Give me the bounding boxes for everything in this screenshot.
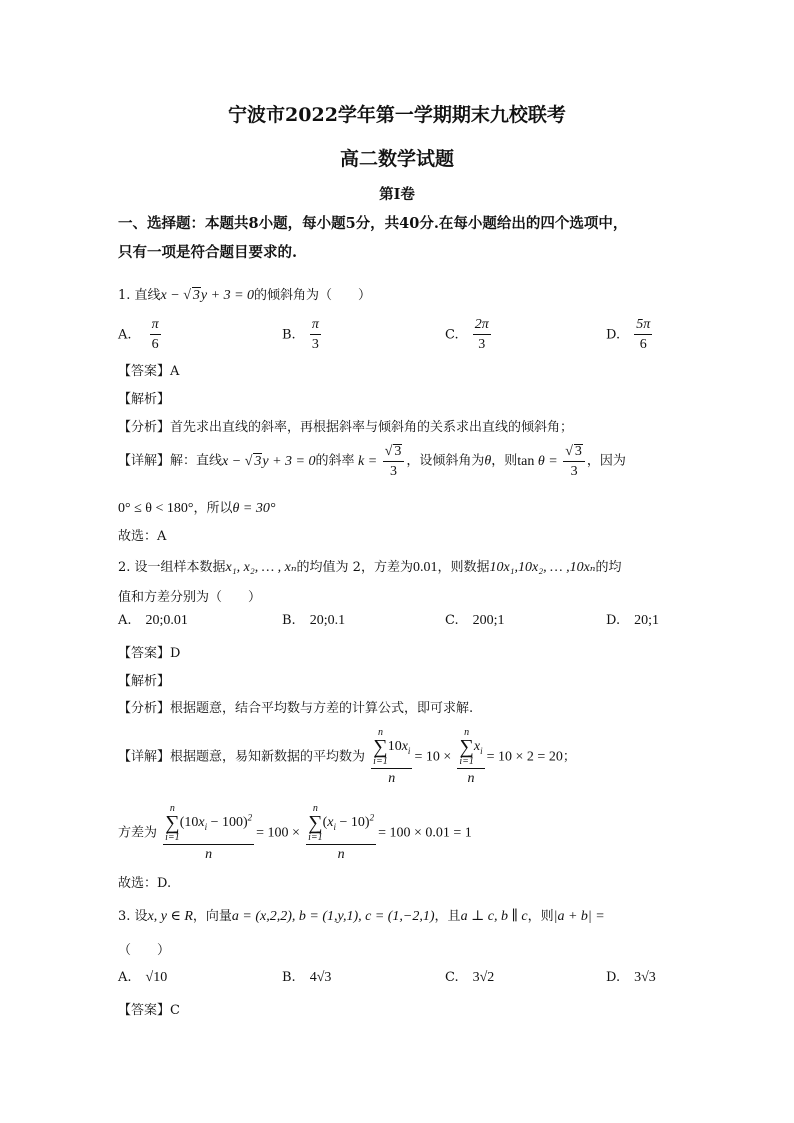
q3-vars: x, y ∈ R (147, 909, 193, 924)
xiangjie-tag: 【详解】 (118, 453, 171, 469)
q1-option-b (282, 318, 323, 352)
answer-value: A (170, 364, 180, 379)
q1-num: 1. 直线 (118, 288, 161, 303)
xiangjie-text: ，设倾斜角为 (406, 453, 485, 469)
option-letter: A. (118, 327, 132, 343)
xiangjie-text: ，因为 (586, 453, 626, 469)
q2-choose: 故选：D. (118, 876, 172, 891)
q3-option-c (445, 970, 494, 986)
q2-analysis-tag: 【解析】 (118, 674, 171, 689)
q2-text: 的均 (595, 560, 622, 575)
q2-xiangjie-mean: 【详解】根据题意，易知新数据的平均数为 n ∑ $i=110x_i$ n = 10 × n ∑ $i=1x_i$ n = 10 × 2 = 20； (118, 727, 576, 786)
option-letter: D. (606, 613, 621, 628)
q1-tail: 的倾斜角为（ ） (254, 288, 372, 303)
fenxi-text: 根据题意，结合平均数与方差的计算公式，即可求解. (170, 701, 474, 716)
option-text: 20;0.01 (145, 613, 188, 628)
frac-num: π (150, 318, 161, 335)
option-text: 20;0.1 (309, 613, 346, 628)
question-3-line1 (118, 905, 605, 925)
mean-fraction-1: n ∑ $i=110x_i$ n (373, 727, 411, 786)
answer-tag: 【答案】 (118, 646, 171, 661)
theta-range: 0° ≤ θ < 180° (118, 501, 194, 516)
q3-text: ，且 (434, 909, 461, 924)
q1-option-c (445, 318, 493, 352)
q3-answer (118, 999, 180, 1018)
xiangjie-text: 解：直线 (170, 453, 223, 469)
question-3-line2: （ ） (118, 943, 171, 958)
answer-tag: 【答案】 (118, 364, 171, 379)
q2-text: ，则数据 (437, 560, 490, 575)
theta: θ (484, 453, 492, 469)
q2-option-c (445, 613, 505, 629)
q1-option-a (118, 318, 163, 352)
section-heading-line1: 一、选择题：本题共8小题，每小题5分，共40分.在每小题给出的四个选项中， (118, 215, 628, 232)
q3-option-b (282, 970, 331, 986)
q1-equation: x − √ 3y + 3 = 0 (160, 288, 255, 303)
frac-den: 3 (478, 337, 486, 352)
q2-variance: 0.01 (412, 560, 438, 575)
section-heading-line2: 只有一项是符合题目要求的. (118, 244, 298, 261)
q3-text: ，向量 (192, 909, 232, 924)
option-letter: C. (445, 970, 459, 985)
option-letter: C. (445, 613, 459, 628)
fenxi-tag: 【分析】 (118, 420, 171, 435)
q1-xiangjie (118, 444, 626, 479)
variance-label: 方差为 (118, 825, 158, 841)
mean-result: = 10 × 2 = 20 (486, 749, 563, 765)
q3-condition: a ⊥ c, b ∥ c (460, 909, 528, 924)
slope-k: k = $\frac{√ 3}{3}$ (355, 454, 407, 469)
variance-result: = 100 × 0.01 = 1 (378, 825, 472, 841)
question-2-line1 (118, 556, 621, 576)
q1-range (118, 497, 275, 517)
q1-analysis-tag: 【解析】 (118, 392, 171, 407)
q2-option-b (282, 613, 345, 629)
exam-subtitle: 高二数学试题 (339, 148, 454, 170)
question-2-line2: 值和方差分别为（ ） (118, 590, 262, 605)
q3-vectors: a = (x,2,2), b = (1,y,1), c = (1,−2,1) (231, 909, 435, 924)
theta-result: θ = 30° (232, 501, 276, 516)
q1-option-d (606, 318, 654, 352)
xiangjie-text: ，则 (491, 453, 518, 469)
option-letter: B. (282, 613, 296, 628)
option-letter: A. (118, 613, 132, 628)
q3-option-d (606, 970, 656, 986)
q1-answer (118, 360, 179, 379)
option-text: 4√3 (309, 970, 332, 985)
fenxi-text: 首先求出直线的斜率，再根据斜率与倾斜角的关系求出直线的倾斜角； (170, 420, 574, 435)
q3-option-a (118, 970, 167, 986)
frac-den: 6 (639, 337, 647, 352)
q3-ask: |a + b| = (553, 909, 605, 924)
frac-num: 5π (634, 318, 652, 335)
option-letter: D. (606, 327, 621, 343)
tan-theta: tan θ = $\frac{√ 3}{3}$ (517, 454, 587, 469)
option-text: 20;1 (634, 613, 659, 628)
xiangjie-text: 的斜率 (315, 453, 355, 469)
option-letter: B. (282, 970, 296, 985)
exam-title: 宁波市2022学年第一学期期末九校联考 (228, 104, 566, 126)
mean-fraction-2: n ∑ $i=1x_i$ n (459, 727, 483, 786)
option-text: 3√2 (472, 970, 495, 985)
q2-data: x₁, x₂, … , xₙ (225, 560, 297, 575)
answer-value: C (170, 1003, 180, 1018)
variance-fraction-2: n ∑ $i=1(x_i - 10)^2$ n (308, 803, 375, 862)
frac-num: π (310, 318, 321, 335)
option-text: √10 (145, 970, 168, 985)
q3-text: ，则 (527, 909, 554, 924)
q2-fenxi (118, 697, 473, 716)
option-text: 3√3 (634, 970, 656, 985)
q2-text: 的均值为 2，方差为 (296, 560, 413, 575)
q2-option-a (118, 613, 188, 629)
answer-value: D (170, 646, 181, 661)
frac-den: 3 (311, 337, 319, 352)
q2-text: 2. 设一组样本数据 (118, 560, 226, 575)
xiangjie-tag: 【详解】 (118, 749, 171, 765)
frac-den: 6 (151, 337, 159, 352)
xiangjie-text: 根据题意，易知新数据的平均数为 (170, 749, 366, 765)
q2-data2: 10x₁,10x₂, … ,10xₙ (489, 560, 596, 575)
volume-label: 第I卷 (379, 186, 415, 203)
frac-num: 2π (473, 318, 491, 335)
q1-eq-inline: x − √ 3y + 3 = 0 (222, 453, 316, 469)
option-letter: B. (282, 327, 296, 343)
q2-variance-line: 方差为 n ∑ $i=1(10x_i - 100)^2$ n = 100 × n ∑ $i=1(x_i - 10)^2$ n = 100 × 0.01 = 1 (118, 803, 472, 862)
answer-tag: 【答案】 (118, 1003, 171, 1018)
option-letter: C. (445, 327, 459, 343)
option-letter: D. (606, 970, 621, 985)
option-letter: A. (118, 970, 132, 985)
fenxi-tag: 【分析】 (118, 701, 171, 716)
option-text: 200;1 (472, 613, 505, 628)
q1-choose: 故选：A (118, 529, 167, 544)
xiangjie-text: ，所以 (193, 501, 233, 516)
variance-fraction-1: n ∑ $i=1(10x_i - 100)^2$ n (165, 803, 253, 862)
question-1 (118, 284, 371, 304)
q2-option-d (606, 613, 659, 629)
q3-text: 3. 设 (118, 909, 148, 924)
q2-answer (118, 642, 180, 661)
q1-fenxi (118, 416, 573, 435)
